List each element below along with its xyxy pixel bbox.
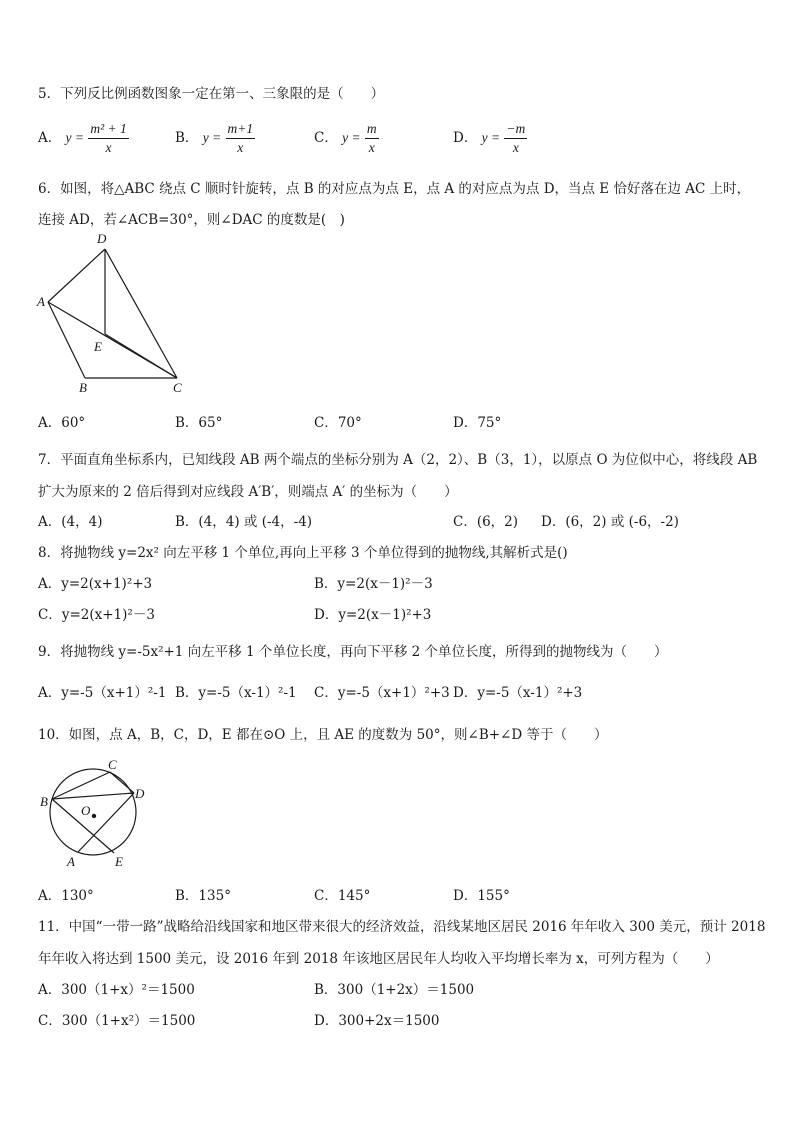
q10-label-b: B bbox=[40, 794, 48, 809]
q11-line1: 11．中国“一带一路”战略给沿线国家和地区带来很大的经济效益，沿线某地区居民 2016 年年收入 300 美元，预计 2018 bbox=[38, 919, 766, 935]
q6-segment-dc bbox=[105, 249, 177, 378]
q6-label-c: C bbox=[173, 380, 182, 395]
q11-option-d[interactable]: D．300+2x＝1500 bbox=[314, 1013, 440, 1029]
q5-a-fraction: $\frac{\text{m² + 1}}{x}$ bbox=[90, 121, 127, 155]
q10-center-dot bbox=[92, 814, 96, 818]
q10-circle-figure bbox=[30, 756, 160, 874]
q5-c-fraction: $\frac{m}{x}$ bbox=[366, 121, 377, 155]
q5-d-fraction: $\frac{-m}{x}$ bbox=[506, 121, 526, 155]
q10-label-c: C bbox=[108, 757, 117, 772]
q5-option-b[interactable]: B． y = $\frac{m+1}{x}$ bbox=[175, 121, 254, 155]
q7-option-c[interactable]: C．(6，2) bbox=[453, 514, 519, 530]
q11-option-c[interactable]: C．300（1+x²）＝1500 bbox=[38, 1013, 196, 1029]
q8-option-b[interactable]: B．y=2(x－1)²－3 bbox=[314, 576, 433, 592]
q6-line1: 6．如图，将△ABC 绕点 C 顺时针旋转，点 B 的对应点为点 E，点 A 的对应点为点 D，当点 E 恰好落在边 AC 上时， bbox=[38, 181, 751, 197]
q7-line1: 7．平面直角坐标系内，已知线段 AB 两个端点的坐标分别为 A（2，2）、B（3，1），以原点 O 为位似中心，将线段 AB bbox=[38, 452, 758, 468]
q7-line2: 扩大为原来的 2 倍后得到对应线段 A′B′，则端点 A′ 的坐标为（ ） bbox=[38, 484, 458, 500]
q10-chord-cd bbox=[110, 772, 134, 793]
q6-segment-ec bbox=[105, 334, 177, 378]
q9-stem: 9．将抛物线 y=-5x²+1 向左平移 1 个单位长度，再向下平移 2 个单位长度，所得到的抛物线为（ ） bbox=[38, 644, 668, 660]
q6-option-b[interactable]: B．65° bbox=[175, 415, 223, 431]
q5-b-fraction: $\frac{m+1}{x}$ bbox=[227, 121, 254, 155]
q7-option-a[interactable]: A．(4，4) bbox=[38, 514, 103, 530]
q10-label-d: D bbox=[135, 786, 145, 801]
q7-option-b[interactable]: B．(4，4) 或 (-4，-4) bbox=[175, 514, 313, 530]
q10-label-e: E bbox=[115, 854, 123, 869]
q10-label-o: O bbox=[81, 803, 91, 818]
q10-option-a[interactable]: A．130° bbox=[38, 888, 94, 904]
q11-option-b[interactable]: B．300（1+2x）＝1500 bbox=[314, 982, 475, 998]
q6-label-a: A bbox=[37, 294, 45, 309]
q8-stem: 8．将抛物线 y=2x² 向左平移 1 个单位,再向上平移 3 个单位得到的抛物线,其解析式是() bbox=[38, 545, 568, 561]
q9-option-d[interactable]: D．y=-5（x-1）²+3 bbox=[453, 685, 583, 701]
q6-label-e: E bbox=[94, 339, 102, 354]
q10-option-b[interactable]: B．135° bbox=[175, 888, 231, 904]
q9-option-b[interactable]: B．y=-5（x-1）²-1 bbox=[175, 685, 297, 701]
q5-option-a[interactable]: A． y = $\frac{\text{m² + 1}}{x}$ bbox=[38, 121, 127, 155]
q6-option-d[interactable]: D．75° bbox=[453, 415, 502, 431]
q10-stem: 10．如图，点 A，B，C，D，E 都在⊙O 上，且 AE 的度数为 50°，则∠B+∠D 等于（ ） bbox=[38, 727, 608, 743]
q10-label-a: A bbox=[67, 854, 75, 869]
q10-circle-o bbox=[50, 769, 136, 855]
q8-option-c[interactable]: C．y=2(x+1)²－3 bbox=[38, 607, 155, 623]
q6-segment-ad bbox=[48, 249, 105, 302]
q10-chord-da bbox=[78, 793, 134, 852]
q11-option-a[interactable]: A．300（1+x）²＝1500 bbox=[38, 982, 195, 998]
q6-option-a[interactable]: A．60° bbox=[38, 415, 86, 431]
q5-option-d[interactable]: D． y = $\frac{-m}{x}$ bbox=[453, 121, 526, 155]
q9-option-a[interactable]: A．y=-5（x+1）²-1 bbox=[38, 685, 167, 701]
q8-option-d[interactable]: D．y=2(x－1)²+3 bbox=[314, 607, 432, 623]
q7-option-d[interactable]: D．(6，2) 或 (-6，-2) bbox=[541, 514, 679, 530]
q5-stem: 5．下列反比例函数图象一定在第一、三象限的是（ ） bbox=[38, 86, 385, 102]
q6-triangle-figure bbox=[30, 228, 200, 398]
q10-option-d[interactable]: D．155° bbox=[453, 888, 510, 904]
q6-label-b: B bbox=[79, 380, 87, 395]
q8-option-a[interactable]: A．y=2(x+1)²+3 bbox=[38, 576, 153, 592]
q6-label-d: D bbox=[97, 231, 107, 246]
q5-option-c[interactable]: C． y = $\frac{m}{x}$ bbox=[314, 121, 377, 155]
q6-option-c[interactable]: C．70° bbox=[314, 415, 362, 431]
q9-option-c[interactable]: C．y=-5（x+1）²+3 bbox=[314, 685, 450, 701]
q10-option-c[interactable]: C．145° bbox=[314, 888, 371, 904]
q6-line2: 连接 AD，若∠ACB=30°，则∠DAC 的度数是( ) bbox=[38, 212, 345, 228]
q11-line2: 年年收入将达到 1500 美元，设 2016 年到 2018 年该地区居民年人均收入平均增长率为 x，可列方程为（ ） bbox=[38, 951, 719, 967]
